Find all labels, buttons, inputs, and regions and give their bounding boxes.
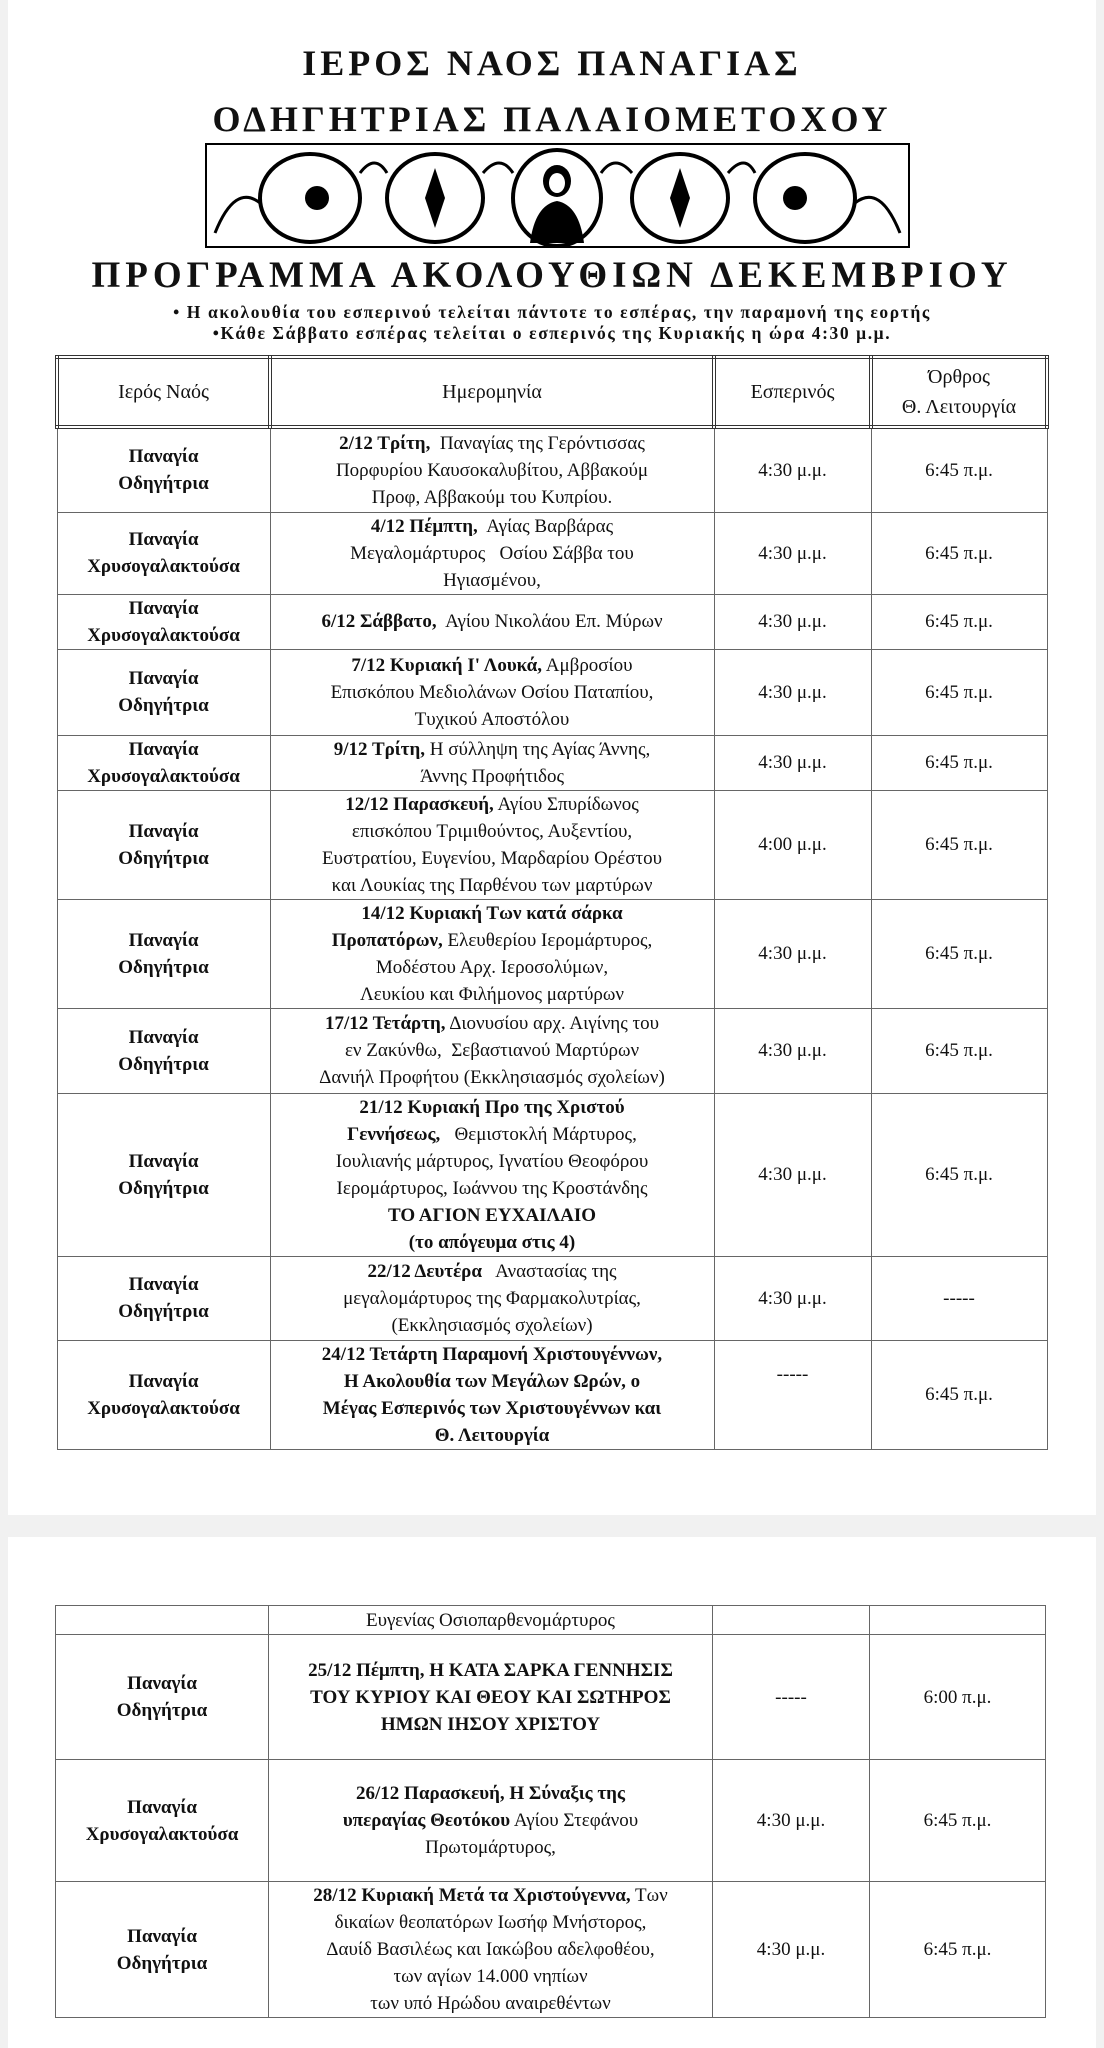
vespers-time: 4:30 μ.μ. [714, 649, 871, 735]
church-name-line: Οδηγήτρια [118, 1177, 209, 1199]
church-name-line: Παναγία [127, 1925, 197, 1947]
date-cell [269, 1882, 713, 2018]
church-name-line: Παναγία [128, 668, 199, 689]
column-header-vespers: Εσπερινός [714, 357, 871, 427]
church-name-line: Οδηγήτρια [116, 1700, 208, 1721]
description-text: Αναστασίας της [481, 1260, 617, 1282]
description-text: Η σύλληψη της Αγίας Άννης, [424, 738, 651, 760]
date-bold-text: 21/12 Κυριακή Προ της Χριστού [359, 1096, 625, 1118]
date-bold-text: 24/12 Τετάρτη Παραμονή Χριστουγέννων, [321, 1343, 663, 1365]
church-cell [57, 1340, 270, 1449]
date-bold-text: 12/12 Παρασκευή, [345, 793, 494, 815]
church-name-line: Χρυσογαλακτούσα [87, 556, 240, 577]
vespers-time: 4:30 μ.μ. [714, 1093, 871, 1256]
church-name-line: Παναγία [128, 529, 199, 550]
matins-time: 6:00 π.μ. [870, 1635, 1046, 1760]
date-bold-text: 28/12 Κυριακή Μετά τα Χριστούγεννα, [313, 1885, 631, 1906]
description-text: Θεμιστοκλή Μάρτυρος, [440, 1123, 637, 1145]
church-name-line: Χρυσογαλακτούσα [85, 1823, 239, 1845]
description-text: Των [630, 1885, 668, 1906]
church-name-line: Οδηγήτρια [118, 1053, 209, 1075]
description-text: Δανιήλ Προφήτου (Εκκλησιασμός σχολείων) [319, 1067, 665, 1088]
date-cell [270, 594, 714, 649]
table-header-row [57, 357, 1047, 427]
church-cell [57, 427, 270, 512]
date-bold-text: 6/12 Σάββατο, [321, 611, 437, 632]
church-name-line: Οδηγήτρια [118, 695, 209, 716]
church-cell [57, 512, 270, 594]
description-text: Προφ, Αββακούμ του Κυπρίου. [371, 486, 613, 508]
matins-time: 6:45 π.μ. [871, 649, 1047, 735]
date-cell [270, 427, 714, 512]
title-line-1: ΙΕΡΟΣ ΝΑΟΣ ΠΑΝΑΓΙΑΣ [302, 43, 802, 83]
date-bold-text: 26/12 Παρασκευή, Η Σύναξις της [356, 1783, 625, 1804]
description-text: Αμβροσίου [542, 654, 633, 676]
title-line-2: ΟΔΗΓΗΤΡΙΑΣ ΠΑΛΑΙΟΜΕΤΟΧΟΥ [212, 99, 892, 139]
church-name-line: Χρυσογαλακτούσα [87, 1397, 240, 1419]
description-text: Λευκίου και Φιλήμονος μαρτύρων [359, 983, 624, 1005]
vespers-time: ----- [713, 1635, 870, 1760]
vespers-time: 4:30 μ.μ. [714, 735, 871, 790]
church-cell [57, 790, 270, 899]
table-row [56, 1635, 1046, 1760]
church-cell [56, 1635, 269, 1760]
date-cell [269, 1760, 713, 1882]
date-bold-text: ΗΜΩΝ ΙΗΣΟΥ ΧΡΙΣΤΟΥ [380, 1713, 601, 1735]
date-cell [270, 790, 714, 899]
table-row [57, 735, 1047, 790]
description-text: επισκόπου Τριμιθούντος, Αυξεντίου, [351, 820, 633, 842]
title-line-3: ΠΡΟΓΡΑΜΜΑ ΑΚΟΛΟΥΘΙΩΝ ΔΕΚΕΜΒΡΙΟΥ [91, 255, 1013, 296]
date-bold-text: 14/12 Κυριακή Των κατά σάρκα [361, 902, 623, 924]
church-name-line: Παναγία [128, 597, 199, 619]
table-row [57, 594, 1047, 649]
table-row [57, 1008, 1047, 1093]
vespers-time: 4:30 μ.μ. [713, 1882, 870, 2018]
date-bold-text: Μέγας Εσπερινός των Χριστουγέννων και [322, 1397, 662, 1419]
date-cell [270, 735, 714, 790]
date-cell [270, 1256, 714, 1340]
date-bold-text: ΤΟΥ ΚΥΡΙΟΥ ΚΑΙ ΘΕΟΥ ΚΑΙ ΣΩΤΗΡΟΣ [310, 1686, 671, 1708]
table-row [57, 790, 1047, 899]
church-name-line: Παναγία [127, 1673, 197, 1694]
date-cell [270, 1340, 714, 1449]
date-cell [270, 899, 714, 1008]
matins-time: 6:45 π.μ. [871, 512, 1047, 594]
church-cell [57, 735, 270, 790]
table-row [57, 1093, 1047, 1256]
vespers-time: 4:30 μ.μ. [714, 899, 871, 1008]
vespers-time: 4:30 μ.μ. [714, 1256, 871, 1340]
description-text: Πρωτομάρτυρος, [425, 1837, 556, 1858]
matins-time: 6:45 π.μ. [871, 899, 1047, 1008]
matins-time: 6:45 π.μ. [871, 1340, 1047, 1449]
schedule-table-continued [55, 1605, 1046, 2018]
date-cell [270, 1008, 714, 1093]
description-text: Αγίου Νικολάου Επ. Μύρων [436, 611, 663, 632]
date-bold-text: Η Ακολουθία των Μεγάλων Ωρών, ο [343, 1370, 641, 1392]
date-bold-text: Προπατόρων, [331, 929, 443, 951]
vespers-time: 4:00 μ.μ. [714, 790, 871, 899]
date-bold-text: Γεννήσεως, [347, 1123, 441, 1145]
column-header-date: Ημερομηνία [270, 357, 714, 427]
church-name-line: Οδηγήτρια [118, 473, 209, 495]
church-name-line: Παναγία [128, 738, 199, 760]
matins-time: 6:45 π.μ. [871, 790, 1047, 899]
description-text: Ηγιασμένου, [443, 569, 541, 591]
liturgy-label: Θ. Λειτουργία [901, 396, 1017, 418]
table-row [57, 649, 1047, 735]
date-bold-text: 4/12 Πέμπτη, [370, 515, 478, 537]
description-text: Ιουλιανής μάρτυρος, Ιγνατίου Θεοφόρου [335, 1150, 649, 1172]
note-2: •Κάθε Σάββατο εσπέρας τελείται ο εσπερινός της Κυριακής η ώρα 4:30 μ.μ. [212, 323, 892, 343]
date-bold-text: 25/12 Πέμπτη, Η ΚΑΤΑ ΣΑΡΚΑ ΓΕΝΝΗΣΙΣ [308, 1659, 673, 1681]
church-cell [57, 1256, 270, 1340]
schedule-table [55, 355, 1049, 1450]
description-text: δικαίων θεοπατόρων Ιωσήφ Μνήστορος, [334, 1912, 647, 1933]
matins-time: 6:45 π.μ. [871, 427, 1047, 512]
table-row [57, 899, 1047, 1008]
church-cell [57, 899, 270, 1008]
church-name-line: Χρυσογαλακτούσα [87, 624, 240, 646]
vespers-time: 4:30 μ.μ. [714, 594, 871, 649]
description-text: Αγίου Σπυρίδωνος [493, 793, 639, 815]
description-text: Ευστρατίου, Ευγενίου, Μαρδαρίου Ορέστου [321, 847, 663, 869]
byzantine-ornament-image [205, 143, 910, 248]
description-text: Ιερομάρτυρος, Ιωάννου της Κροστάνδης [336, 1177, 648, 1199]
matins-time: 6:45 π.μ. [871, 735, 1047, 790]
description-text: Αγίας Βαρβάρας [477, 515, 614, 537]
matins-time: ----- [871, 1256, 1047, 1340]
date-cell [269, 1635, 713, 1760]
table-row [56, 1760, 1046, 1882]
note-1: • Η ακολουθία του εσπερινού τελείται πάντοτε το εσπέρας, την παραμονή της εορτής [173, 302, 931, 322]
church-name-line: Οδηγήτρια [118, 956, 209, 978]
date-bold-text: (το απόγευμα στις 4) [408, 1231, 576, 1253]
matins-time: 6:45 π.μ. [871, 594, 1047, 649]
church-cell [57, 649, 270, 735]
description-text: Δαυίδ Βασιλέως και Ιακώβου αδελφοθέου, [326, 1939, 655, 1960]
church-cell [57, 1093, 270, 1256]
table-row [57, 427, 1047, 512]
description-text: Τυχικού Αποστόλου [414, 708, 570, 730]
description-text: Παναγίας της Γερόντισσας [430, 432, 645, 454]
church-cell [56, 1760, 269, 1882]
date-bold-text: 17/12 Τετάρτη, [324, 1013, 446, 1034]
date-bold-text: υπεραγίας Θεοτόκου [342, 1810, 511, 1831]
date-bold-text: 9/12 Τρίτη, [333, 738, 425, 760]
description-text: Επισκόπου Μεδιολάνων Οσίου Παταπίου, [330, 681, 654, 703]
description-text: Μοδέστου Αρχ. Ιεροσολύμων, [375, 956, 609, 978]
description-text: Διονυσίου αρχ. Αιγίνης του [445, 1013, 660, 1034]
column-header-matins [871, 357, 1047, 427]
table-row [57, 1340, 1047, 1449]
church-name-line: Παναγία [128, 1026, 199, 1048]
description-text: Αγίου Στεφάνου [510, 1810, 639, 1831]
vespers-time: ----- [714, 1340, 871, 1449]
church-name-line: Παναγία [127, 1796, 197, 1818]
church-cell [57, 1008, 270, 1093]
description-text: μεγαλομάρτυρος της Φαρμακολυτρίας, [343, 1287, 641, 1309]
church-name-line: Οδηγήτρια [116, 1952, 208, 1974]
church-name-line: Παναγία [128, 1150, 199, 1172]
church-name-line: Παναγία [128, 446, 199, 468]
vespers-time: 4:30 μ.μ. [713, 1760, 870, 1882]
vespers-time: 4:30 μ.μ. [714, 1008, 871, 1093]
church-name-line: Παναγία [128, 1274, 199, 1295]
date-bold-text: Θ. Λειτουργία [434, 1424, 550, 1446]
church-name-line: Παναγία [128, 929, 199, 951]
date-cell [270, 649, 714, 735]
date-bold-text: 7/12 Κυριακή Ι' Λουκά, [351, 654, 543, 676]
carry-over-row [56, 1606, 1046, 1635]
matins-time: 6:45 π.μ. [871, 1008, 1047, 1093]
church-name-line: Παναγία [128, 820, 199, 842]
matins-time: 6:45 π.μ. [871, 1093, 1047, 1256]
description-text: Ελευθερίου Ιερομάρτυρος, [442, 929, 653, 951]
description-text: εν Ζακύνθω, Σεβαστιανού Μαρτύρων [344, 1040, 640, 1061]
church-cell [57, 594, 270, 649]
church-name-line: Χρυσογαλακτούσα [87, 765, 240, 787]
date-bold-text: 22/12 Δευτέρα [367, 1260, 482, 1282]
description-text: Μεγαλομάρτυρος Οσίου Σάββα του [350, 542, 634, 564]
church-name-line: Παναγία [128, 1370, 199, 1392]
date-cell [270, 512, 714, 594]
date-cell [270, 1093, 714, 1256]
matins-time: 6:45 π.μ. [870, 1760, 1046, 1882]
church-cell [56, 1882, 269, 2018]
church-name-line: Οδηγήτρια [118, 847, 209, 869]
table-row [57, 1256, 1047, 1340]
vespers-time: 4:30 μ.μ. [714, 427, 871, 512]
carry-over-text: Ευγενίας Οσιοπαρθενομάρτυρος [269, 1606, 713, 1635]
matins-label: Όρθρος [928, 366, 990, 388]
church-name-line: Οδηγήτρια [118, 1301, 209, 1322]
matins-time: 6:45 π.μ. [870, 1882, 1046, 2018]
description-text: και Λουκίας της Παρθένου των μαρτύρων [331, 874, 653, 896]
description-text: των υπό Ηρώδου αναιρεθέντων [370, 1993, 611, 2014]
description-text: Άννης Προφήτιδος [419, 765, 565, 787]
date-bold-text: 2/12 Τρίτη, [339, 432, 431, 454]
column-header-church: Ιερός Ναός [57, 357, 270, 427]
table-row [56, 1882, 1046, 2018]
vespers-time: 4:30 μ.μ. [714, 512, 871, 594]
description-text: των αγίων 14.000 νηπίων [393, 1966, 588, 1987]
description-text: (Εκκλησιασμός σχολείων) [391, 1314, 593, 1336]
date-bold-text: ΤΟ ΑΓΙΟΝ ΕΥΧΑΙΛΑΙΟ [387, 1204, 596, 1226]
description-text: Πορφυρίου Καυσοκαλυβίτου, Αββακούμ [335, 459, 649, 481]
table-row [57, 512, 1047, 594]
